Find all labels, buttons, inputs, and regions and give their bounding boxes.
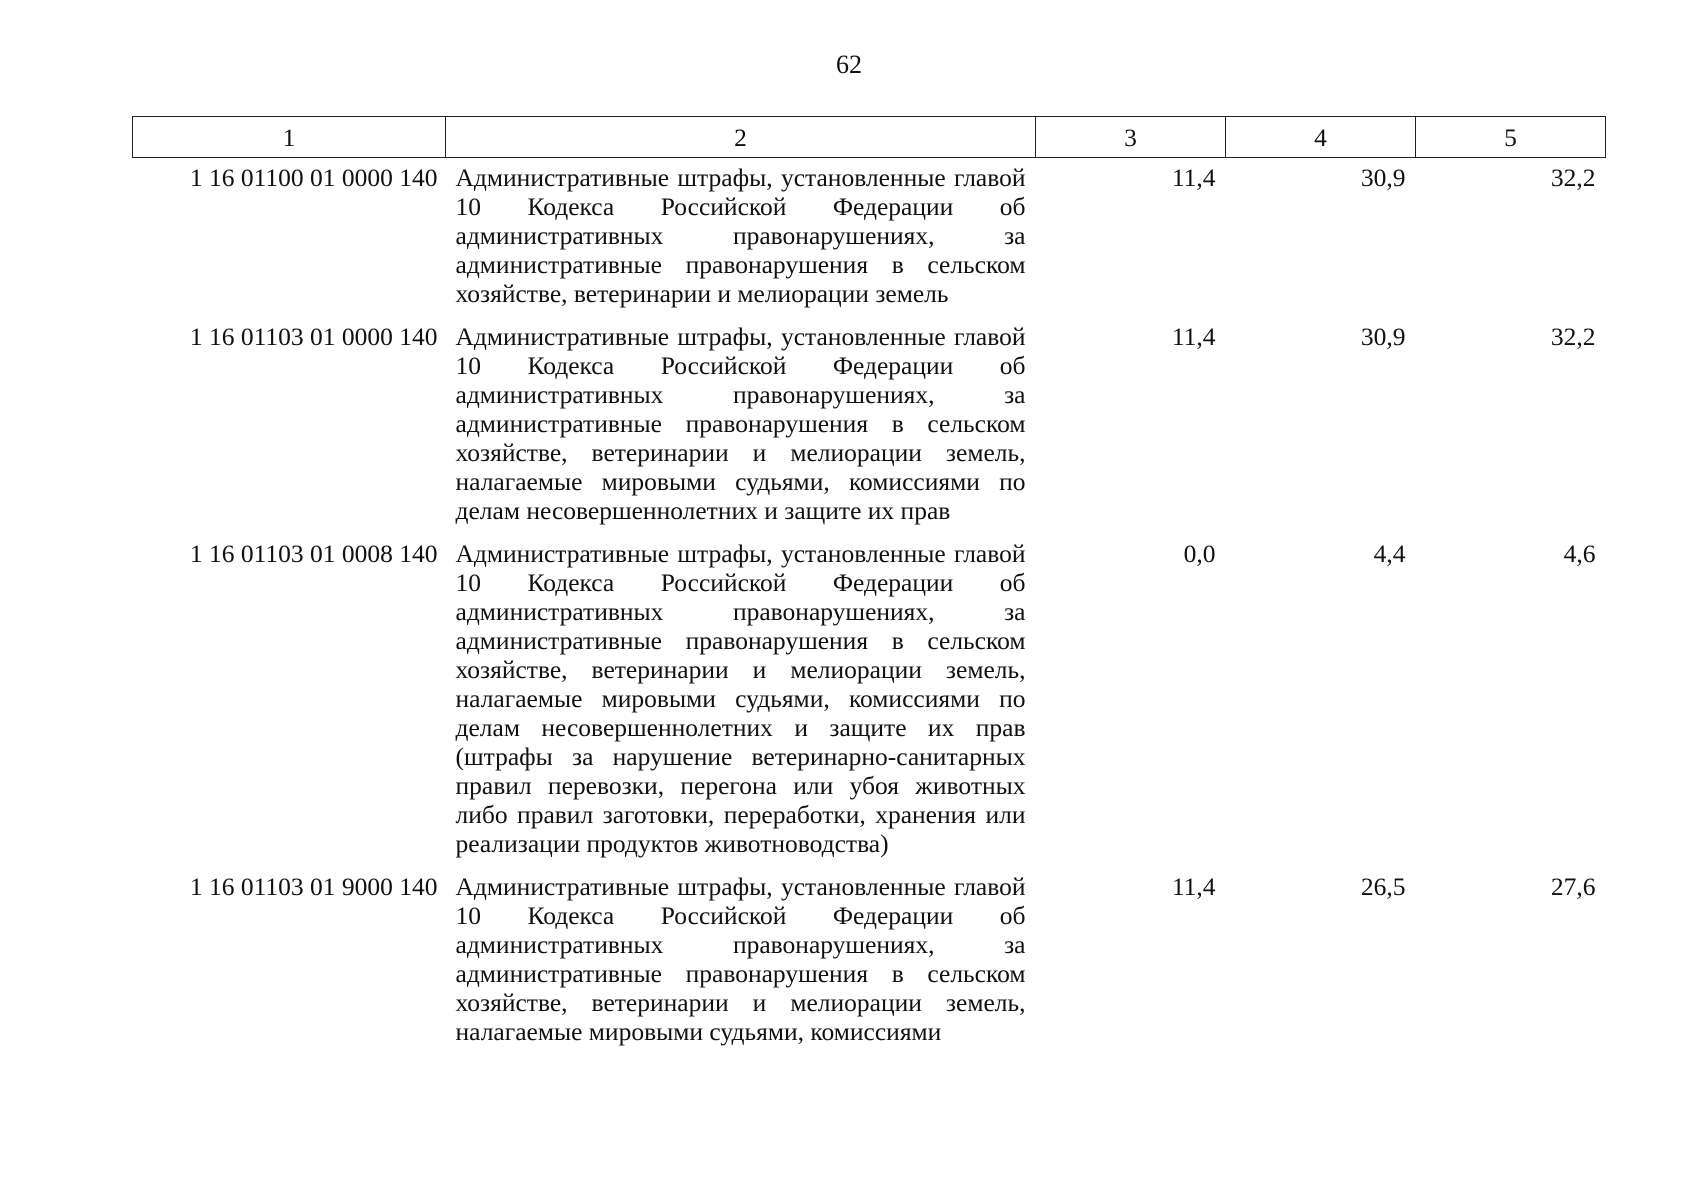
value-col-3: 11,4 bbox=[1171, 322, 1216, 351]
table-header bbox=[133, 117, 1606, 158]
value-col-5: 27,6 bbox=[1550, 872, 1596, 901]
value-col-5: 4,6 bbox=[1563, 539, 1596, 568]
header-col-1: 1 bbox=[133, 117, 446, 158]
table-row bbox=[133, 534, 1606, 867]
budget-code: 1 16 01103 01 0000 140 bbox=[189, 322, 438, 351]
value-col-5: 32,2 bbox=[1550, 322, 1596, 351]
row-description: Административные штрафы, установленные главой 10 Кодекса Российской Федерации об административных правонарушениях, за административные правонарушения в сельском хозяйстве, ветеринарии и мелиорации земель, налагаемые мировыми судьями, комиссиями по делам несовершеннолетних и защите их прав bbox=[455, 322, 1026, 525]
budget-code: 1 16 01100 01 0000 140 bbox=[189, 163, 438, 192]
table-row bbox=[133, 867, 1606, 1055]
budget-code: 1 16 01103 01 9000 140 bbox=[189, 872, 438, 901]
value-col-3: 11,4 bbox=[1171, 163, 1216, 192]
value-col-4: 30,9 bbox=[1360, 163, 1406, 192]
value-col-4: 30,9 bbox=[1360, 322, 1406, 351]
value-col-4: 4,4 bbox=[1373, 539, 1406, 568]
header-col-5: 5 bbox=[1416, 117, 1606, 158]
header-row bbox=[133, 117, 1606, 158]
budget-code: 1 16 01103 01 0008 140 bbox=[189, 539, 438, 568]
value-col-4: 26,5 bbox=[1360, 872, 1406, 901]
page-number: 62 bbox=[836, 50, 862, 79]
table-row bbox=[133, 158, 1606, 318]
value-col-3: 11,4 bbox=[1171, 872, 1216, 901]
header-col-3: 3 bbox=[1036, 117, 1226, 158]
row-description: Административные штрафы, установленные главой 10 Кодекса Российской Федерации об административных правонарушениях, за административные правонарушения в сельском хозяйстве, ветеринарии и мелиорации земель, налагаемые мировыми судьями, комиссиями по делам несовершеннолетних и защите их прав (штрафы за нарушение ветеринарно-санитарных правил перевозки, перегона или убоя животных либо правил заготовки, переработки, хранения или реализации продуктов животноводства) bbox=[455, 539, 1026, 858]
row-description: Административные штрафы, установленные главой 10 Кодекса Российской Федерации об административных правонарушениях, за административные правонарушения в сельском хозяйстве, ветеринарии и мелиорации земель bbox=[455, 163, 1026, 308]
header-col-4: 4 bbox=[1226, 117, 1416, 158]
revenue-table bbox=[132, 116, 1606, 1055]
header-col-2: 2 bbox=[446, 117, 1036, 158]
table-body bbox=[133, 158, 1606, 1056]
value-col-3: 0,0 bbox=[1183, 539, 1216, 568]
row-description: Административные штрафы, установленные главой 10 Кодекса Российской Федерации об административных правонарушениях, за административные правонарушения в сельском хозяйстве, ветеринарии и мелиорации земель, налагаемые мировыми судьями, комиссиями bbox=[455, 872, 1026, 1046]
table-row bbox=[133, 317, 1606, 534]
value-col-5: 32,2 bbox=[1550, 163, 1596, 192]
